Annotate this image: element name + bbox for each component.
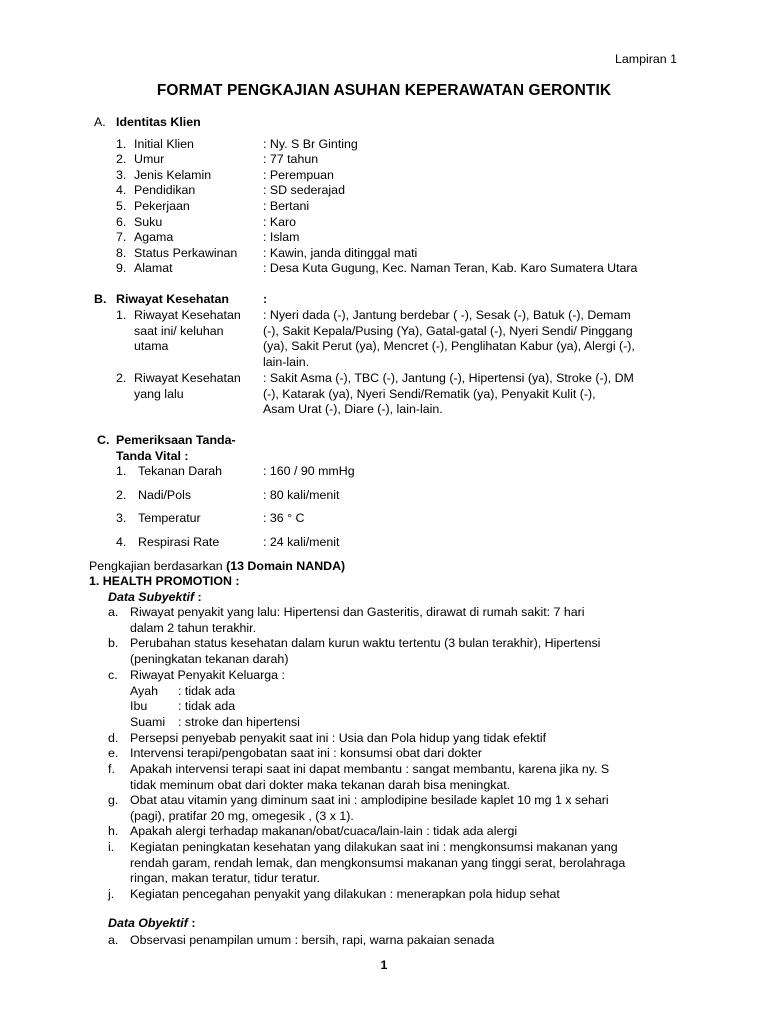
history-item-label-line: Riwayat Kesehatan <box>134 371 241 385</box>
subjective-colon: : <box>194 590 202 604</box>
family-member: Suami <box>130 715 166 729</box>
section-c-heading-line-2: Tanda Vital : <box>116 449 189 463</box>
section-a-heading: Identitas Klien <box>116 115 201 129</box>
family-member-condition: : tidak ada <box>178 699 236 713</box>
subjective-item-line: Persepsi penyebab penyakit saat ini : Usia dan Pola hidup yang tidak efektif <box>130 731 547 745</box>
vital-item-value: : 160 / 90 mmHg <box>263 464 355 478</box>
subjective-heading <box>108 590 202 605</box>
subjective-item-letter: b. <box>108 636 119 650</box>
vital-item-number: 3. <box>116 511 127 525</box>
history-item-label-line: Riwayat Kesehatan <box>134 308 241 322</box>
subjective-item-letter: h. <box>108 824 119 838</box>
identity-item-number: 7. <box>116 230 127 244</box>
vital-item-value: : 36 ° C <box>263 511 305 525</box>
vital-item-number: 2. <box>116 488 127 502</box>
subjective-item-line: rendah garam, rendah lemak, dan mengkonsumsi makanan yang tinggi serat, berolahraga <box>130 855 626 870</box>
subjective-item-line: (peningkatan tekanan darah) <box>130 651 289 666</box>
identity-item-value: : SD sederajad <box>263 183 345 197</box>
history-item-value-line: Asam Urat (-), Diare (-), lain-lain. <box>263 402 443 417</box>
subjective-item-line: Perubahan status kesehatan dalam kurun waktu tertentu (3 bulan terakhir), Hipertensi <box>130 636 601 650</box>
subjective-item-line: dalam 2 tahun terakhir. <box>130 620 257 635</box>
attachment-label: Lampiran 1 <box>615 52 677 66</box>
identity-item-label: Jenis Kelamin <box>134 168 212 182</box>
objective-item-line: Observasi penampilan umum : bersih, rapi, warna pakaian senada <box>130 933 495 947</box>
history-item-label-line: utama <box>134 339 169 354</box>
history-item-label-line: yang lalu <box>134 386 184 401</box>
subjective-item-letter: i. <box>108 840 115 854</box>
nanda-intro-bold: (13 Domain NANDA) <box>226 559 346 573</box>
subjective-item-line: Obat atau vitamin yang diminum saat ini : amplodipine besilade kaplet 10 mg 1 x sehari <box>130 793 609 807</box>
family-member: Ayah <box>130 684 159 698</box>
history-item-label-line: saat ini/ keluhan <box>134 323 224 338</box>
vital-item-number: 4. <box>116 535 127 549</box>
identity-item-label: Initial Klien <box>134 137 194 151</box>
subjective-item-line: Riwayat penyakit yang lalu: Hipertensi dan Gasteritis, dirawat di rumah sakit: 7 hari <box>130 605 585 619</box>
page-number: 1 <box>380 958 388 972</box>
identity-item-number: 1. <box>116 137 127 151</box>
identity-item-value: : Desa Kuta Gugung, Kec. Naman Teran, Kab. Karo Sumatera Utara <box>263 261 638 275</box>
subjective-item-line: ringan, makan teratur, tidur teratur. <box>130 871 321 886</box>
objective-label: Data Obyektif <box>108 916 188 930</box>
subjective-item-line: Apakah intervensi terapi saat ini dapat membantu : sangat membantu, karena jika ny. S <box>130 762 610 776</box>
identity-item-label: Pekerjaan <box>134 199 190 213</box>
vital-item-label: Temperatur <box>138 511 201 525</box>
subjective-item-line: Kegiatan peningkatan kesehatan yang dilakukan saat ini : mengkonsumsi makanan yang <box>130 840 618 854</box>
subjective-item-letter: e. <box>108 746 119 760</box>
identity-item-number: 4. <box>116 183 127 197</box>
identity-item-label: Suku <box>134 215 163 229</box>
vital-item-number: 1. <box>116 464 127 478</box>
identity-item-label: Alamat <box>134 261 173 275</box>
history-item-value-line: (ya), Sakit Perut (ya), Mencret (-), Penglihatan Kabur (ya), Alergi (-), <box>263 339 635 354</box>
subjective-label: Data Subyektif <box>108 590 195 604</box>
subjective-item-letter: c. <box>108 668 118 682</box>
objective-colon: : <box>187 916 196 930</box>
identity-item-value: : Perempuan <box>263 168 334 182</box>
vital-item-label: Respirasi Rate <box>138 535 220 549</box>
subjective-item-letter: f. <box>108 762 115 776</box>
family-member: Ibu <box>130 699 148 713</box>
subjective-item-letter: g. <box>108 793 119 807</box>
section-a-letter: A. <box>94 115 106 129</box>
subjective-item-line: tidak meminum obat dari dokter maka tekanan darah bisa meningkat. <box>130 777 511 792</box>
history-item-value-line: lain-lain. <box>263 355 310 370</box>
identity-item-value: : Kawin, janda ditinggal mati <box>263 246 418 260</box>
subjective-item-line: Apakah alergi terhadap makanan/obat/cuaca/lain-lain : tidak ada alergi <box>130 824 518 838</box>
history-item-number: 1. <box>116 308 127 322</box>
identity-item-number: 3. <box>116 168 127 182</box>
section-b-colon: : <box>263 292 268 306</box>
history-item-value-line: : Sakit Asma (-), TBC (-), Jantung (-), Hipertensi (ya), Stroke (-), DM <box>263 371 634 385</box>
family-member-condition: : stroke dan hipertensi <box>178 715 300 729</box>
subjective-item-letter: d. <box>108 731 119 745</box>
section-b-heading: Riwayat Kesehatan <box>116 292 229 306</box>
section-b-letter: B. <box>94 292 107 306</box>
subjective-item-line: Intervensi terapi/pengobatan saat ini : konsumsi obat dari dokter <box>130 746 482 760</box>
nanda-intro <box>89 559 345 574</box>
identity-item-label: Umur <box>134 152 165 166</box>
family-member-condition: : tidak ada <box>178 684 236 698</box>
identity-item-label: Status Perkawinan <box>134 246 238 260</box>
section-c-letter: C. <box>97 433 110 447</box>
history-item-value-line: : Nyeri dada (-), Jantung berdebar ( -), Sesak (-), Batuk (-), Demam <box>263 308 631 322</box>
vital-item-value: : 24 kali/menit <box>263 535 340 549</box>
objective-heading <box>108 916 195 931</box>
identity-item-number: 2. <box>116 152 127 166</box>
section-c-heading-line-1: Pemeriksaan Tanda- <box>116 433 236 447</box>
identity-item-number: 5. <box>116 199 127 213</box>
identity-item-value: : Bertani <box>263 199 310 213</box>
identity-item-number: 8. <box>116 246 127 260</box>
nanda-intro-text: Pengkajian berdasarkan <box>89 559 227 573</box>
subjective-item-letter: j. <box>108 887 115 901</box>
vital-item-value: : 80 kali/menit <box>263 488 340 502</box>
history-item-value-line: (-), Katarak (ya), Nyeri Sendi/Rematik (ya), Penyakit Kulit (-), <box>263 386 596 401</box>
document-title: FORMAT PENGKAJIAN ASUHAN KEPERAWATAN GERONTIK <box>156 82 612 99</box>
identity-item-value: : Ny. S Br Ginting <box>263 137 358 151</box>
domain-1-heading: 1. HEALTH PROMOTION : <box>89 574 240 588</box>
subjective-item-line: Riwayat Penyakit Keluarga : <box>130 668 285 682</box>
identity-item-number: 9. <box>116 261 127 275</box>
subjective-item-letter: a. <box>108 605 119 619</box>
identity-item-value: : Islam <box>263 230 300 244</box>
identity-item-label: Pendidikan <box>134 183 196 197</box>
identity-item-number: 6. <box>116 215 127 229</box>
subjective-item-line: Kegiatan pencegahan penyakit yang dilakukan : menerapkan pola hidup sehat <box>130 887 560 901</box>
history-item-number: 2. <box>116 371 127 385</box>
subjective-item-line: (pagi), pratifar 20 mg, omegesik , (3 x 1). <box>130 808 354 823</box>
history-item-value-line: (-), Sakit Kepala/Pusing (Ya), Gatal-gatal (-), Nyeri Sendi/ Pinggang <box>263 323 633 338</box>
identity-item-value: : Karo <box>263 215 297 229</box>
vital-item-label: Nadi/Pols <box>138 488 192 502</box>
vital-item-label: Tekanan Darah <box>138 464 223 478</box>
identity-item-value: : 77 tahun <box>263 152 319 166</box>
identity-item-label: Agama <box>134 230 174 244</box>
objective-item-letter: a. <box>108 933 119 947</box>
